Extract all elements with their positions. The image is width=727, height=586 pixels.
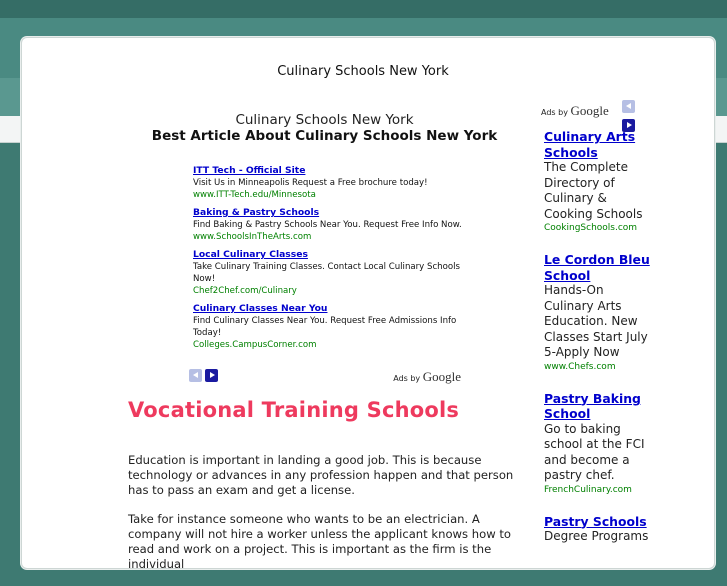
- sidebar-ad-title-link[interactable]: Le Cordon Bleu School: [544, 252, 650, 283]
- sidebar-ads-by-google[interactable]: [541, 100, 651, 116]
- background-band-top: [0, 0, 727, 18]
- page-subheader: [127, 112, 522, 144]
- ads-by-google[interactable]: [393, 369, 461, 385]
- ad-description: Visit Us in Minneapolis Request a Free brochure today!: [193, 178, 428, 188]
- ad-title-link[interactable]: ITT Tech - Official Site: [193, 165, 306, 176]
- ad-item[interactable]: [193, 249, 463, 297]
- sidebar-ad-title-link[interactable]: Culinary Arts Schools: [544, 129, 636, 160]
- ad-url[interactable]: www.ITT-Tech.edu/Minnesota: [193, 190, 316, 200]
- ad-title-link[interactable]: Culinary Classes Near You: [193, 303, 328, 314]
- sidebar-ad-url[interactable]: CookingSchools.com: [544, 223, 638, 233]
- subheader-line2: Best Article About Culinary Schools New York: [151, 128, 498, 144]
- main-ads-footer: [189, 369, 461, 385]
- main-ads-block: [193, 165, 463, 357]
- sidebar-ad-title-link[interactable]: Pastry Baking School: [544, 390, 641, 421]
- ad-description: Take Culinary Training Classes. Contact Local Culinary Schools Now!: [193, 262, 461, 284]
- sidebar-ad-url[interactable]: FrenchCulinary.com: [544, 484, 632, 495]
- sidebar-ad-description: Go to baking school at the FCI and become a pastry chef.: [544, 421, 645, 482]
- chevron-left-icon[interactable]: [622, 100, 635, 113]
- article-paragraph: Take for instance someone who wants to be an electrician. A company will not hire a worker unless the applicant knows how to read and work on a project. This is important as the firm is the individual: [128, 512, 512, 571]
- sidebar-ad-url[interactable]: www.Chefs.com: [544, 361, 616, 372]
- sidebar-ad-item[interactable]: [544, 252, 656, 373]
- ads-by-label: Ads by: [393, 374, 421, 383]
- ad-item[interactable]: [193, 165, 463, 201]
- site-title: Culinary Schools New York: [277, 64, 449, 79]
- article-headline: Vocational Training Schools: [128, 398, 460, 422]
- sidebar-ad-item[interactable]: [544, 129, 656, 234]
- ads-by-text: [541, 103, 609, 119]
- article-body: [128, 453, 514, 586]
- sidebar-ad-description: The Complete Directory of Culinary & Cooking Schools: [544, 160, 643, 221]
- ad-title-link[interactable]: Baking & Pastry Schools: [193, 207, 320, 218]
- google-logo: Google: [422, 369, 461, 384]
- ad-description: Find Baking & Pastry Schools Near You. Request Free Info Now.: [193, 220, 462, 230]
- sidebar-ad-title-link[interactable]: Pastry Schools: [544, 513, 647, 529]
- page-container: [21, 37, 715, 569]
- sidebar-ad-item[interactable]: [544, 391, 656, 496]
- ad-item[interactable]: [193, 303, 463, 351]
- google-logo: Google: [570, 103, 609, 118]
- ads-by-label: Ads by: [541, 108, 568, 117]
- ad-url[interactable]: Colleges.CampusCorner.com: [193, 340, 317, 350]
- chevron-right-icon[interactable]: [205, 369, 218, 382]
- sidebar-ad-description: Hands-On Culinary Arts Education. New Classes Start July 5-Apply Now: [544, 283, 648, 359]
- ad-url[interactable]: Chef2Chef.com/Culinary: [193, 286, 297, 296]
- ad-url[interactable]: www.SchoolsInTheArts.com: [193, 232, 312, 242]
- ad-description: Find Culinary Classes Near You. Request Free Admissions Info Today!: [193, 316, 457, 338]
- ad-title-link[interactable]: Local Culinary Classes: [193, 249, 308, 260]
- subheader-line1: Culinary Schools New York: [235, 112, 414, 128]
- sidebar-ad-description: Degree Programs: [544, 529, 649, 543]
- sidebar-ad-item[interactable]: [544, 514, 656, 545]
- ad-item[interactable]: [193, 207, 463, 243]
- article-paragraph: Education is important in landing a good job. This is because technology or advances in any profession happen and that person has to pass an exam and get a license.: [128, 453, 514, 497]
- sidebar-ad-list: [544, 129, 656, 563]
- chevron-left-icon[interactable]: [189, 369, 202, 382]
